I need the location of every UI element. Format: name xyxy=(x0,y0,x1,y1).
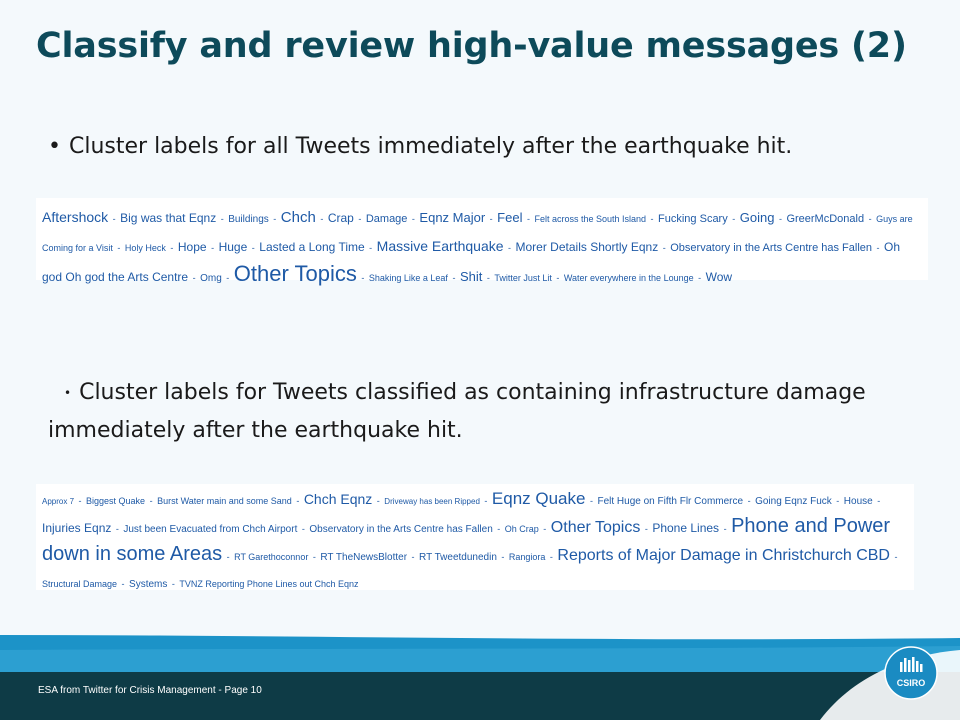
term-separator: - xyxy=(366,243,375,253)
term-separator: - xyxy=(190,273,199,283)
term-separator: - xyxy=(270,214,279,224)
term-separator: - xyxy=(449,273,458,283)
cloud-term[interactable]: Holy Heck xyxy=(124,243,166,253)
term-separator: - xyxy=(648,214,657,224)
term-separator: - xyxy=(147,496,156,506)
cloud-term[interactable]: Going Eqnz Fuck xyxy=(755,496,832,507)
cloud-term[interactable]: RT Garethoconnor xyxy=(234,552,309,562)
cloud-term[interactable]: Wow xyxy=(705,270,733,284)
bullet-point-2 xyxy=(48,374,908,450)
cloud-term[interactable]: Eqnz Major xyxy=(419,210,486,225)
term-separator: - xyxy=(487,214,496,224)
term-separator: - xyxy=(587,496,596,506)
cloud-term[interactable]: Phone Lines xyxy=(652,521,720,535)
cloud-term[interactable]: Oh god Oh god the Arts Centre xyxy=(42,240,901,284)
cloud-term[interactable]: Just been Evacuated from Chch Airport xyxy=(123,524,298,535)
term-separator: - xyxy=(729,214,738,224)
term-separator: - xyxy=(358,273,367,283)
term-separator: - xyxy=(660,243,669,253)
term-separator: - xyxy=(745,496,754,506)
term-separator: - xyxy=(119,579,128,589)
slide-title: Classify and review high-value messages (2) xyxy=(36,26,907,66)
term-separator: - xyxy=(498,552,507,562)
term-separator: - xyxy=(721,524,730,534)
cloud-term[interactable]: Other Topics xyxy=(550,519,641,536)
term-separator: - xyxy=(484,273,493,283)
term-separator: - xyxy=(76,496,85,506)
term-separator: - xyxy=(524,214,533,224)
term-separator: - xyxy=(208,243,217,253)
cloud-term[interactable]: Massive Earthquake xyxy=(376,238,504,254)
term-separator: - xyxy=(833,496,842,506)
term-separator: - xyxy=(505,243,514,253)
csiro-logo-icon xyxy=(884,646,938,700)
term-separator: - xyxy=(874,496,881,506)
cloud-term[interactable]: Eqnz Quake xyxy=(491,489,586,508)
term-separator: - xyxy=(481,496,490,506)
cloud-term[interactable]: Guys are Coming for a Visit xyxy=(42,214,913,253)
term-separator: - xyxy=(299,524,308,534)
cloud-term[interactable]: Felt Huge on Fifth Flr Commerce xyxy=(597,496,744,507)
tag-cloud-infrastructure-tweets xyxy=(36,484,914,590)
cloud-term[interactable]: Shaking Like a Leaf xyxy=(368,273,448,283)
cloud-term[interactable]: Biggest Quake xyxy=(86,496,146,506)
term-separator: - xyxy=(874,243,882,253)
cloud-term[interactable]: Chch Eqnz xyxy=(303,491,373,507)
term-separator: - xyxy=(776,214,785,224)
term-separator: - xyxy=(494,524,503,534)
term-separator: - xyxy=(409,214,418,224)
cloud-term[interactable]: Lasted a Long Time xyxy=(259,240,365,254)
term-separator: - xyxy=(547,552,556,562)
cloud-term[interactable]: Buildings xyxy=(228,214,269,225)
term-separator: - xyxy=(114,243,123,253)
cloud-term[interactable]: Crap xyxy=(327,211,354,225)
bullet-1-text: Cluster labels for all Tweets immediately after the earthquake hit. xyxy=(68,134,793,159)
cloud-term[interactable]: Systems xyxy=(129,579,168,590)
cloud-term[interactable]: Chch xyxy=(280,209,316,226)
term-separator: - xyxy=(317,214,326,224)
cloud-term[interactable]: Rangiora xyxy=(508,552,546,562)
bullet-icon: • xyxy=(48,134,61,159)
cloud-term[interactable]: Morer Details Shortly Eqnz xyxy=(515,240,659,254)
cloud-term[interactable]: TVNZ Reporting Phone Lines out Chch Eqnz xyxy=(179,579,359,589)
footer-banner xyxy=(0,620,960,720)
term-separator: - xyxy=(695,273,704,283)
term-separator: - xyxy=(249,243,258,253)
term-separator: - xyxy=(113,524,122,534)
cloud-term[interactable]: Feel xyxy=(497,210,523,225)
cloud-term[interactable]: RT Tweetdunedin xyxy=(419,552,497,563)
term-separator: - xyxy=(553,273,562,283)
term-separator: - xyxy=(293,496,302,506)
term-separator: - xyxy=(891,552,898,562)
cloud-term[interactable]: Observatory in the Arts Centre has Fallen xyxy=(309,524,493,535)
cloud-term[interactable]: GreerMcDonald xyxy=(786,213,865,225)
cloud-term[interactable]: Huge xyxy=(218,240,248,254)
term-separator: - xyxy=(110,214,119,224)
cloud-term[interactable]: Burst Water main and some Sand xyxy=(157,496,292,506)
cloud-term[interactable]: Big was that Eqnz xyxy=(120,211,217,225)
cloud-term[interactable]: Going xyxy=(739,210,775,225)
term-separator: - xyxy=(310,552,319,562)
cloud-term[interactable]: Fucking Scary xyxy=(658,213,728,225)
cloud-term[interactable]: Damage xyxy=(365,213,408,225)
term-separator: - xyxy=(167,243,176,253)
cloud-term[interactable]: Phone and Power down in some Areas xyxy=(42,515,891,565)
term-separator: - xyxy=(224,552,233,562)
bullet-icon: • xyxy=(64,386,72,400)
cloud-term[interactable]: Driveway has been Ripped xyxy=(384,497,480,506)
cloud-term[interactable]: RT TheNewsBlotter xyxy=(320,552,408,563)
cloud-term[interactable]: Felt across the South Island xyxy=(534,214,647,224)
cloud-term[interactable]: Approx 7 xyxy=(42,497,75,506)
cloud-term[interactable]: Aftershock xyxy=(42,209,109,225)
logo-text: CSIRO xyxy=(896,678,926,688)
cloud-term[interactable]: Oh Crap xyxy=(504,524,539,534)
cloud-term[interactable]: Observatory in the Arts Centre has Fallen xyxy=(670,242,872,254)
cloud-term[interactable]: Twitter Just Lit xyxy=(494,273,552,283)
tag-cloud-all-tweets xyxy=(36,198,928,286)
term-separator: - xyxy=(223,273,232,283)
cloud-term[interactable]: Injuries Eqnz xyxy=(42,521,112,535)
cloud-term[interactable]: Structural Damage xyxy=(42,579,118,589)
term-separator: - xyxy=(409,552,418,562)
footer-page-label: ESA from Twitter for Crisis Management - Page 10 xyxy=(38,685,262,696)
term-separator: - xyxy=(540,524,549,534)
term-separator: - xyxy=(866,214,875,224)
cloud-term[interactable]: Water everywhere in the Lounge xyxy=(563,273,694,283)
cloud-term[interactable]: Hope xyxy=(177,240,207,254)
bullet-2-text: Cluster labels for Tweets classified as containing infrastructure damage immediately after the earthquake hit. xyxy=(48,380,866,443)
term-separator: - xyxy=(355,214,364,224)
cloud-term[interactable]: House xyxy=(843,496,873,507)
cloud-term[interactable]: Shit xyxy=(459,269,483,284)
bullet-point-1 xyxy=(48,134,792,159)
term-separator: - xyxy=(218,214,227,224)
term-separator: - xyxy=(374,496,383,506)
term-separator: - xyxy=(169,579,178,589)
cloud-term[interactable]: Reports of Major Damage in Christchurch CBD xyxy=(557,547,890,564)
term-separator: - xyxy=(642,524,651,534)
cloud-term[interactable]: Omg xyxy=(200,273,222,284)
cloud-term[interactable]: Other Topics xyxy=(233,261,357,286)
